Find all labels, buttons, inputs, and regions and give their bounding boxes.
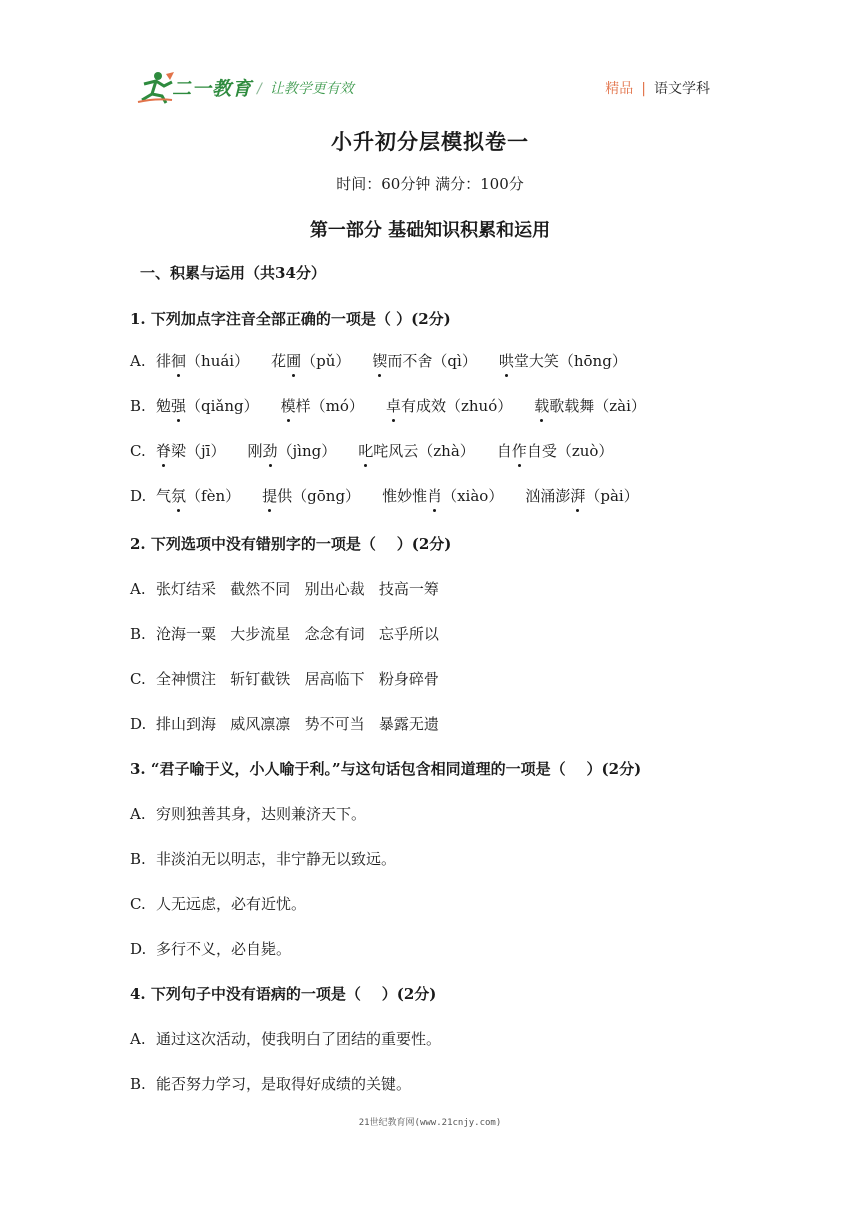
question-3-option-b: B. 非淡泊无以明志，非宁静无以致远。 bbox=[130, 850, 397, 868]
dotted-character: 脊 bbox=[156, 442, 172, 460]
header-right: 精品 | 语文学科 bbox=[605, 81, 710, 97]
subject-label: 语文学科 bbox=[654, 81, 710, 97]
dotted-character: 氛 bbox=[171, 487, 187, 505]
question-3-option-a: A. 穷则独善其身，达则兼济天下。 bbox=[130, 805, 367, 823]
dotted-character: 模 bbox=[280, 397, 296, 415]
pinyin-item: 气氛（fèn） bbox=[156, 487, 241, 505]
question-1-option-d: D. 气氛（fèn） 提供（gōng） 惟妙惟肖（xiào） 汹涌澎湃（pài） bbox=[130, 487, 639, 505]
dotted-character: 肖 bbox=[427, 487, 443, 505]
pinyin-item: 脊梁（jī） bbox=[156, 442, 226, 460]
logo-text: 二一教育 bbox=[172, 78, 253, 100]
exam-info: 时间：60分钟 满分：100分 bbox=[336, 175, 524, 193]
dotted-character: 劲 bbox=[262, 442, 278, 460]
question-2-option-d: D. 排山到海 威风凛凛 势不可当 暴露无遗 bbox=[130, 715, 439, 733]
pinyin-item: 勉强（qiǎng） bbox=[156, 397, 259, 415]
slogan-text: 让教学更有效 bbox=[269, 81, 354, 97]
dotted-character: 圃 bbox=[286, 352, 302, 370]
pinyin-item: 惟妙惟肖（xiào） bbox=[382, 487, 504, 505]
question-1-option-c: C. 脊梁（jī） 刚劲（jìng） 叱咤风云（zhà） 自作自受（zuò） bbox=[130, 442, 614, 460]
dotted-character: 卓 bbox=[385, 397, 401, 415]
question-4-stem: 4. 下列句子中没有语病的一项是（ ）(2分) bbox=[130, 985, 437, 1003]
dotted-character: 锲 bbox=[372, 352, 388, 370]
dotted-character: 载 bbox=[534, 397, 550, 415]
dotted-character: 湃 bbox=[570, 487, 586, 505]
page-footer: 21世纪教育网(www.21cnjy.com) bbox=[358, 1118, 502, 1128]
dotted-character: 徊 bbox=[171, 352, 187, 370]
pinyin-item: 刚劲（jìng） bbox=[247, 442, 337, 460]
dotted-character: 叱 bbox=[358, 442, 374, 460]
pinyin-item: 载歌载舞（zài） bbox=[534, 397, 646, 415]
pinyin-item: 叱咤风云（zhà） bbox=[358, 442, 475, 460]
pinyin-item: 花圃（pǔ） bbox=[271, 352, 351, 370]
question-1-option-b: B. 勉强（qiǎng） 模样（mó） 卓有成效（zhuó） 载歌载舞（zài） bbox=[130, 397, 646, 415]
pinyin-item: 哄堂大笑（hōng） bbox=[498, 352, 627, 370]
dotted-character: 强 bbox=[171, 397, 187, 415]
question-2-stem: 2. 下列选项中没有错别字的一项是（ ）(2分) bbox=[130, 535, 452, 553]
question-3-option-d: D. 多行不义，必自毙。 bbox=[130, 940, 292, 958]
question-3-option-c: C. 人无远虑，必有近忧。 bbox=[130, 895, 307, 913]
part-title: 第一部分 基础知识积累和运用 bbox=[309, 220, 551, 241]
dotted-character: 提 bbox=[262, 487, 278, 505]
page-title: 小升初分层模拟卷一 bbox=[331, 129, 529, 154]
question-2-option-a: A. 张灯结采 截然不同 别出心裁 技高一筹 bbox=[130, 580, 439, 598]
dotted-character: 哄 bbox=[498, 352, 514, 370]
pinyin-item: 提供（gōng） bbox=[262, 487, 361, 505]
dotted-character: 作 bbox=[511, 442, 527, 460]
slogan: / 让教学更有效 bbox=[257, 81, 354, 97]
pinyin-item: 汹涌澎湃（pài） bbox=[525, 487, 639, 505]
pinyin-item: 模样（mó） bbox=[280, 397, 364, 415]
question-4-option-a: A. 通过这次活动，使我明白了团结的重要性。 bbox=[130, 1030, 442, 1048]
pinyin-item: 自作自受（zuò） bbox=[496, 442, 614, 460]
question-2-option-c: C. 全神惯注 斩钉截铁 居高临下 粉身碎骨 bbox=[130, 670, 439, 688]
quality-tag: 精品 bbox=[605, 81, 634, 97]
page-header bbox=[0, 0, 860, 110]
pinyin-item: 锲而不舍（qì） bbox=[372, 352, 477, 370]
question-1-stem: 1. 下列加点字注音全部正确的一项是（ ）(2分) bbox=[130, 310, 451, 328]
question-4-option-b: B. 能否努力学习，是取得好成绩的关键。 bbox=[130, 1075, 412, 1093]
question-2-option-b: B. 沧海一粟 大步流星 念念有词 忘乎所以 bbox=[130, 625, 439, 643]
pinyin-item: 卓有成效（zhuó） bbox=[385, 397, 513, 415]
section-heading: 一、积累与运用（共34分） bbox=[140, 264, 326, 282]
question-1-option-a: A. 徘徊（huái） 花圃（pǔ） 锲而不舍（qì） 哄堂大笑（hōng） bbox=[130, 352, 627, 370]
pinyin-item: 徘徊（huái） bbox=[156, 352, 250, 370]
question-3-stem: 3. “君子喻于义，小人喻于利。”与这句话包含相同道理的一项是（ ）(2分) bbox=[130, 760, 642, 778]
